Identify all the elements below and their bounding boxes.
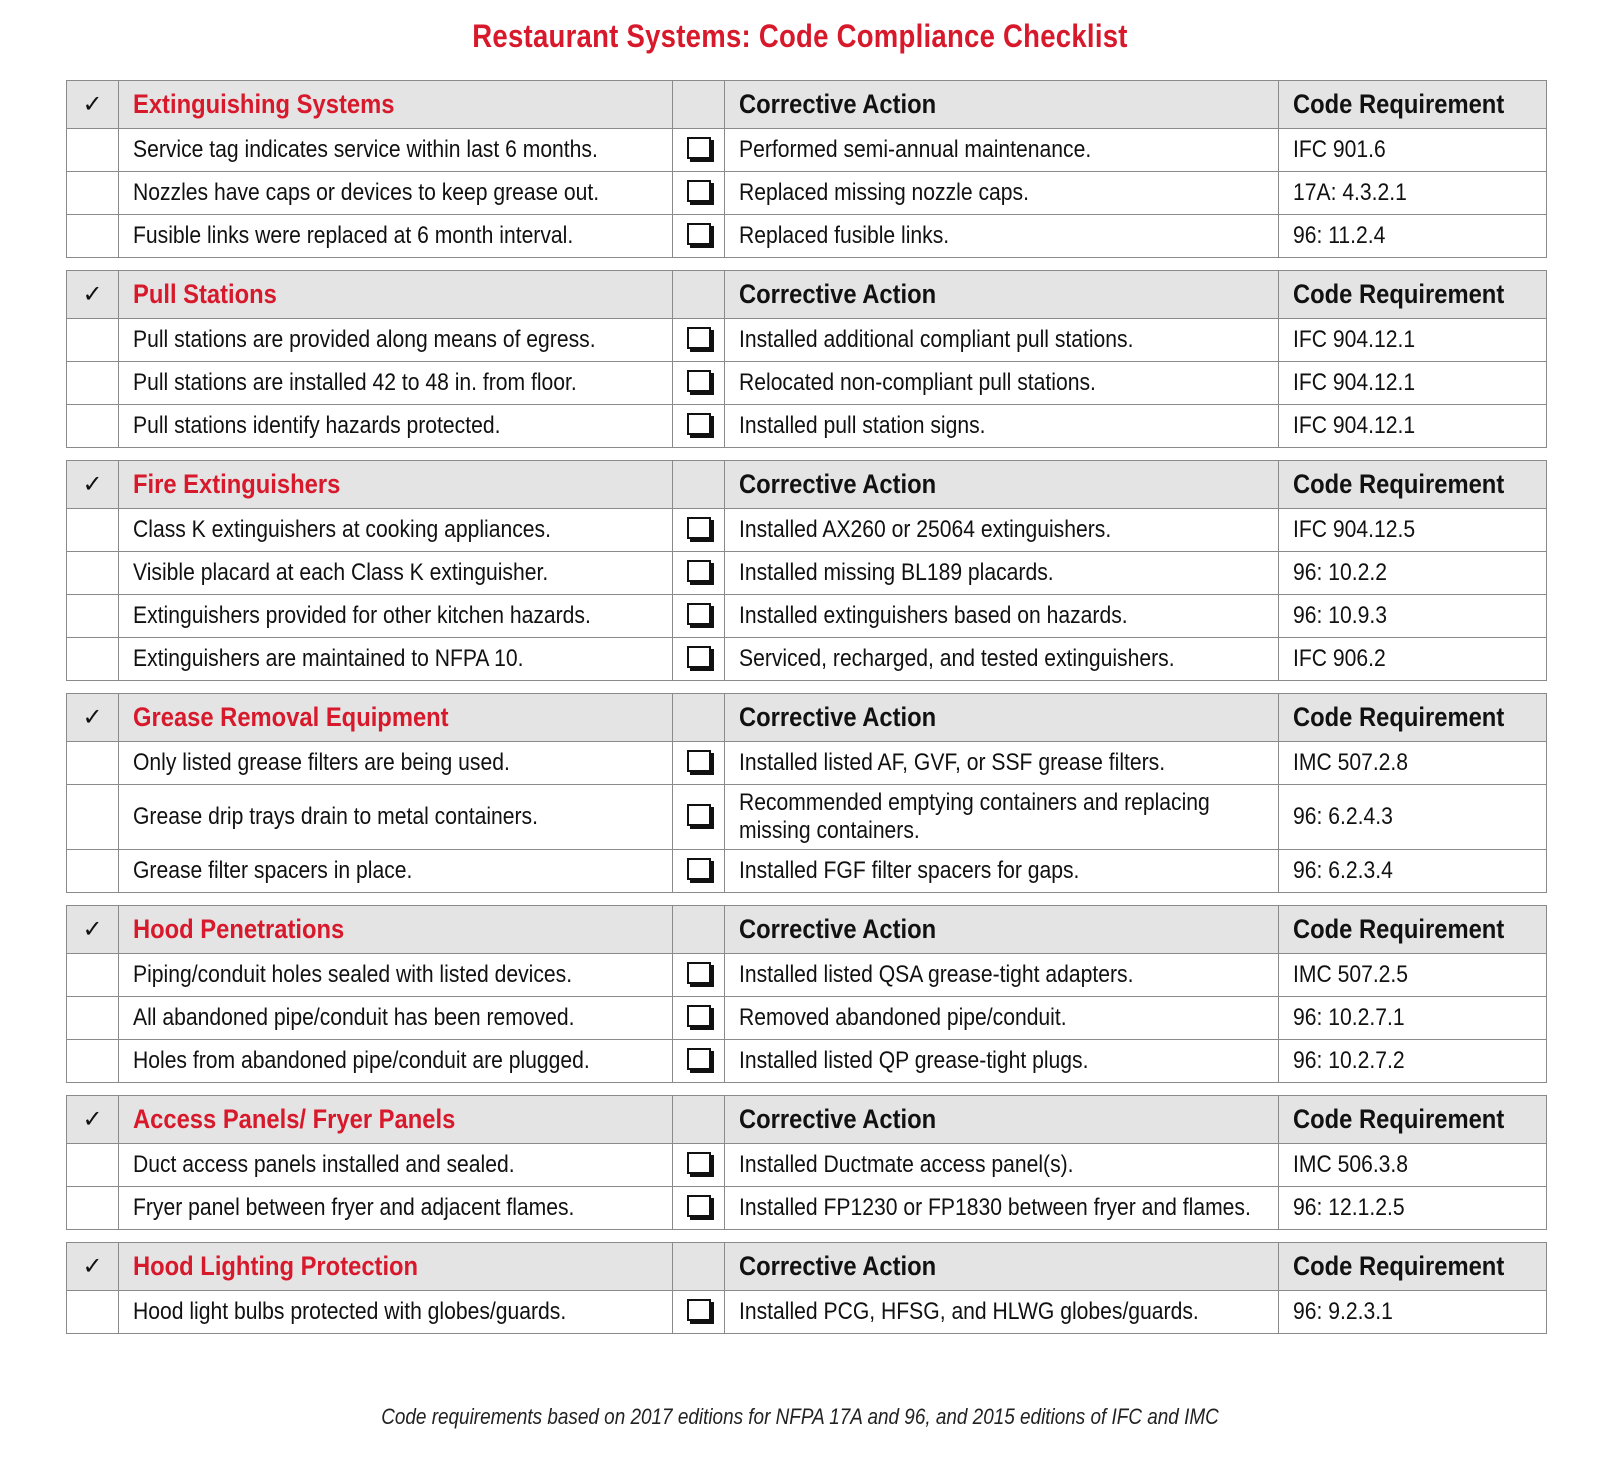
- corrective-action-text: Installed pull station signs.: [739, 412, 986, 439]
- corrective-action-text: Replaced fusible links.: [739, 222, 950, 249]
- corrective-action-cell: [725, 172, 1279, 215]
- code-requirement-text: IFC 904.12.1: [1293, 369, 1416, 396]
- corrective-action-text: Removed abandoned pipe/conduit.: [739, 1004, 1067, 1031]
- checkbox-cell: [673, 509, 725, 552]
- section-header-row: [67, 81, 1547, 129]
- code-requirement-cell: [1279, 172, 1547, 215]
- code-requirement-header: Code Requirement: [1293, 279, 1505, 309]
- condition-cell: [119, 742, 673, 785]
- checkbox-icon[interactable]: [687, 1299, 711, 1321]
- section-hood-penetrations: [66, 905, 1547, 1083]
- section-header-row: [67, 271, 1547, 319]
- checkbox-cell: [673, 405, 725, 448]
- section-header-row: [67, 1096, 1547, 1144]
- code-requirement-cell: [1279, 954, 1547, 997]
- checkbox-cell: [673, 595, 725, 638]
- table-row: [67, 742, 1547, 785]
- section-title-cell: [119, 461, 673, 509]
- checkbox-icon[interactable]: [687, 1005, 711, 1027]
- corrective-action-cell: [725, 319, 1279, 362]
- code-requirement-header-cell: [1279, 271, 1547, 319]
- condition-text: Piping/conduit holes sealed with listed devices.: [133, 961, 573, 988]
- checkbox-cell: [673, 319, 725, 362]
- table-row: [67, 172, 1547, 215]
- condition-text: Grease drip trays drain to metal containers.: [133, 803, 538, 830]
- condition-text: Visible placard at each Class K extinguisher.: [133, 559, 549, 586]
- code-requirement-text: IFC 901.6: [1293, 136, 1386, 163]
- corrective-action-cell: [725, 362, 1279, 405]
- checkbox-icon[interactable]: [687, 413, 711, 435]
- section-extinguishing-systems: [66, 80, 1547, 258]
- table-row: [67, 319, 1547, 362]
- check-cell[interactable]: [67, 954, 119, 997]
- section-title-cell: [119, 1096, 673, 1144]
- table-row: [67, 997, 1547, 1040]
- check-cell[interactable]: [67, 785, 119, 850]
- section-pull-stations: [66, 270, 1547, 448]
- corrective-action-cell: [725, 1144, 1279, 1187]
- checkbox-column-header: [673, 461, 725, 509]
- table-row: [67, 1291, 1547, 1334]
- corrective-action-text: Installed PCG, HFSG, and HLWG globes/guards.: [739, 1298, 1199, 1325]
- condition-cell: [119, 954, 673, 997]
- check-cell[interactable]: [67, 1144, 119, 1187]
- code-requirement-header: Code Requirement: [1293, 914, 1505, 944]
- section-title-cell: [119, 1243, 673, 1291]
- condition-cell: [119, 997, 673, 1040]
- code-requirement-cell: [1279, 552, 1547, 595]
- section-access-panels-fryer-panels: [66, 1095, 1547, 1230]
- corrective-action-text: Installed AX260 or 25064 extinguishers.: [739, 516, 1112, 543]
- table-row: [67, 405, 1547, 448]
- corrective-action-header: Corrective Action: [739, 1104, 937, 1134]
- checkbox-cell: [673, 552, 725, 595]
- checkbox-icon[interactable]: [687, 858, 711, 880]
- check-cell[interactable]: [67, 997, 119, 1040]
- check-cell[interactable]: [67, 215, 119, 258]
- corrective-action-header-cell: [725, 271, 1279, 319]
- condition-cell: [119, 509, 673, 552]
- corrective-action-header: Corrective Action: [739, 279, 937, 309]
- condition-text: Pull stations are installed 42 to 48 in. from floor.: [133, 369, 577, 396]
- condition-cell: [119, 1291, 673, 1334]
- code-requirement-cell: [1279, 319, 1547, 362]
- checkbox-icon[interactable]: [687, 560, 711, 582]
- checkbox-cell: [673, 172, 725, 215]
- code-requirement-text: 96: 10.9.3: [1293, 602, 1387, 629]
- condition-cell: [119, 215, 673, 258]
- code-requirement-text: IMC 506.3.8: [1293, 1151, 1409, 1178]
- code-requirement-text: IFC 904.12.1: [1293, 412, 1416, 439]
- condition-text: Extinguishers provided for other kitchen hazards.: [133, 602, 591, 629]
- code-requirement-cell: [1279, 129, 1547, 172]
- code-requirement-cell: [1279, 215, 1547, 258]
- checkbox-icon[interactable]: [687, 517, 711, 539]
- checkbox-icon[interactable]: [687, 1048, 711, 1070]
- corrective-action-cell: [725, 850, 1279, 893]
- table-row: [67, 215, 1547, 258]
- corrective-action-header: Corrective Action: [739, 89, 937, 119]
- section-title: Fire Extinguishers: [133, 469, 341, 499]
- checkbox-cell: [673, 785, 725, 850]
- condition-cell: [119, 595, 673, 638]
- checkbox-icon[interactable]: [687, 1152, 711, 1174]
- checkbox-cell: [673, 362, 725, 405]
- code-requirement-header-cell: [1279, 1243, 1547, 1291]
- check-cell[interactable]: [67, 1291, 119, 1334]
- check-cell[interactable]: [67, 405, 119, 448]
- corrective-action-header: Corrective Action: [739, 914, 937, 944]
- checkbox-cell: [673, 215, 725, 258]
- section-title: Pull Stations: [133, 279, 277, 309]
- condition-text: Holes from abandoned pipe/conduit are plugged.: [133, 1047, 590, 1074]
- corrective-action-text: Installed FP1230 or FP1830 between fryer and flames.: [739, 1194, 1251, 1221]
- code-requirement-header: Code Requirement: [1293, 1251, 1505, 1281]
- code-requirement-header: Code Requirement: [1293, 1104, 1505, 1134]
- corrective-action-cell: [725, 129, 1279, 172]
- table-row: [67, 552, 1547, 595]
- corrective-action-header-cell: [725, 461, 1279, 509]
- section-title-cell: [119, 81, 673, 129]
- code-requirement-text: IFC 904.12.1: [1293, 326, 1416, 353]
- code-requirement-cell: [1279, 405, 1547, 448]
- condition-text: Pull stations identify hazards protected.: [133, 412, 501, 439]
- condition-cell: [119, 172, 673, 215]
- checkbox-cell: [673, 850, 725, 893]
- condition-cell: [119, 1187, 673, 1230]
- section-header-row: [67, 694, 1547, 742]
- code-requirement-text: 96: 10.2.7.1: [1293, 1004, 1405, 1031]
- condition-text: Grease filter spacers in place.: [133, 857, 413, 884]
- footnote: Code requirements based on 2017 editions for NFPA 17A and 96, and 2015 editions of IFC and IMC: [381, 1404, 1219, 1429]
- check-cell[interactable]: [67, 638, 119, 681]
- section-header-row: [67, 906, 1547, 954]
- code-requirement-text: 96: 10.2.7.2: [1293, 1047, 1405, 1074]
- table-row: [67, 509, 1547, 552]
- code-requirement-text: 96: 9.2.3.1: [1293, 1298, 1393, 1325]
- code-requirement-cell: [1279, 1291, 1547, 1334]
- code-requirement-cell: [1279, 509, 1547, 552]
- code-requirement-header-cell: [1279, 461, 1547, 509]
- checkbox-column-header: [673, 694, 725, 742]
- code-requirement-header: Code Requirement: [1293, 89, 1505, 119]
- corrective-action-text: Installed Ductmate access panel(s).: [739, 1151, 1074, 1178]
- checkbox-icon[interactable]: [687, 370, 711, 392]
- corrective-action-cell: [725, 638, 1279, 681]
- checkbox-icon[interactable]: [687, 646, 711, 668]
- check-cell[interactable]: [67, 129, 119, 172]
- condition-text: Pull stations are provided along means of egress.: [133, 326, 596, 353]
- check-mark-icon: ✓: [67, 1096, 119, 1144]
- checkbox-cell: [673, 129, 725, 172]
- corrective-action-text: Replaced missing nozzle caps.: [739, 179, 1029, 206]
- code-requirement-text: IFC 906.2: [1293, 645, 1386, 672]
- condition-cell: [119, 362, 673, 405]
- section-title: Access Panels/ Fryer Panels: [133, 1104, 456, 1134]
- table-row: [67, 850, 1547, 893]
- code-requirement-header: Code Requirement: [1293, 469, 1505, 499]
- corrective-action-text: Serviced, recharged, and tested extinguishers.: [739, 645, 1175, 672]
- table-row: [67, 1040, 1547, 1083]
- checkbox-icon[interactable]: [687, 603, 711, 625]
- check-cell[interactable]: [67, 1187, 119, 1230]
- checkbox-cell: [673, 638, 725, 681]
- checkbox-cell: [673, 1291, 725, 1334]
- code-requirement-text: IFC 904.12.5: [1293, 516, 1416, 543]
- section-title: Grease Removal Equipment: [133, 702, 449, 732]
- code-requirement-text: 96: 11.2.4: [1293, 222, 1386, 249]
- condition-text: Hood light bulbs protected with globes/guards.: [133, 1298, 567, 1325]
- corrective-action-text: Performed semi-annual maintenance.: [739, 136, 1092, 163]
- code-requirement-header-cell: [1279, 81, 1547, 129]
- check-cell[interactable]: [67, 595, 119, 638]
- check-cell[interactable]: [67, 552, 119, 595]
- code-requirement-text: 96: 12.1.2.5: [1293, 1194, 1405, 1221]
- code-requirement-text: 96: 6.2.4.3: [1293, 803, 1393, 830]
- section-fire-extinguishers: [66, 460, 1547, 681]
- check-cell[interactable]: [67, 1040, 119, 1083]
- checkbox-icon[interactable]: [687, 223, 711, 245]
- table-row: [67, 595, 1547, 638]
- check-mark-icon: ✓: [67, 271, 119, 319]
- corrective-action-cell: [725, 595, 1279, 638]
- condition-cell: [119, 1144, 673, 1187]
- code-requirement-header: Code Requirement: [1293, 702, 1505, 732]
- code-requirement-text: 17A: 4.3.2.1: [1293, 179, 1407, 206]
- checkbox-icon[interactable]: [687, 180, 711, 202]
- corrective-action-text: Installed FGF filter spacers for gaps.: [739, 857, 1080, 884]
- check-mark-icon: ✓: [67, 461, 119, 509]
- condition-text: Service tag indicates service within last 6 months.: [133, 136, 598, 163]
- corrective-action-cell: [725, 1291, 1279, 1334]
- corrective-action-header-cell: [725, 1243, 1279, 1291]
- code-requirement-cell: [1279, 362, 1547, 405]
- condition-cell: [119, 319, 673, 362]
- condition-text: Duct access panels installed and sealed.: [133, 1151, 515, 1178]
- code-requirement-header-cell: [1279, 694, 1547, 742]
- code-requirement-header-cell: [1279, 1096, 1547, 1144]
- condition-text: Extinguishers are maintained to NFPA 10.: [133, 645, 524, 672]
- section-title: Hood Lighting Protection: [133, 1251, 419, 1281]
- code-requirement-text: 96: 10.2.2: [1293, 559, 1387, 586]
- section-title: Hood Penetrations: [133, 914, 345, 944]
- corrective-action-header-cell: [725, 906, 1279, 954]
- corrective-action-cell: [725, 215, 1279, 258]
- corrective-action-text: Installed listed QSA grease-tight adapters.: [739, 961, 1134, 988]
- section-title-cell: [119, 906, 673, 954]
- corrective-action-header-cell: [725, 81, 1279, 129]
- section-header-row: [67, 1243, 1547, 1291]
- checkbox-icon[interactable]: [687, 1195, 711, 1217]
- corrective-action-cell: [725, 1187, 1279, 1230]
- code-requirement-header-cell: [1279, 906, 1547, 954]
- corrective-action-header-cell: [725, 1096, 1279, 1144]
- section-header-row: [67, 461, 1547, 509]
- corrective-action-text: Installed extinguishers based on hazards.: [739, 602, 1128, 629]
- condition-cell: [119, 552, 673, 595]
- condition-cell: [119, 638, 673, 681]
- checkbox-cell: [673, 1144, 725, 1187]
- check-cell[interactable]: [67, 172, 119, 215]
- checkbox-column-header: [673, 81, 725, 129]
- table-row: [67, 1144, 1547, 1187]
- check-mark-icon: ✓: [67, 906, 119, 954]
- corrective-action-text: Relocated non-compliant pull stations.: [739, 369, 1096, 396]
- code-requirement-cell: [1279, 785, 1547, 850]
- table-row: [67, 785, 1547, 850]
- condition-text: Class K extinguishers at cooking appliances.: [133, 516, 551, 543]
- checkbox-cell: [673, 1040, 725, 1083]
- code-requirement-cell: [1279, 850, 1547, 893]
- condition-text: Fryer panel between fryer and adjacent flames.: [133, 1194, 575, 1221]
- checkbox-column-header: [673, 271, 725, 319]
- corrective-action-cell: [725, 785, 1279, 850]
- checkbox-icon[interactable]: [687, 962, 711, 984]
- corrective-action-cell: [725, 405, 1279, 448]
- code-requirement-cell: [1279, 997, 1547, 1040]
- corrective-action-cell: [725, 509, 1279, 552]
- checkbox-column-header: [673, 906, 725, 954]
- code-requirement-cell: [1279, 742, 1547, 785]
- corrective-action-text: Installed missing BL189 placards.: [739, 559, 1054, 586]
- section-title: Extinguishing Systems: [133, 89, 395, 119]
- checklist-sections: [66, 80, 1546, 1346]
- corrective-action-text: Installed listed QP grease-tight plugs.: [739, 1047, 1089, 1074]
- section-grease-removal-equipment: [66, 693, 1547, 893]
- table-row: [67, 362, 1547, 405]
- check-mark-icon: ✓: [67, 694, 119, 742]
- page-title: Restaurant Systems: Code Compliance Checklist: [472, 18, 1128, 54]
- code-requirement-text: 96: 6.2.3.4: [1293, 857, 1393, 884]
- condition-text: Nozzles have caps or devices to keep grease out.: [133, 179, 600, 206]
- section-title-cell: [119, 694, 673, 742]
- checkbox-column-header: [673, 1243, 725, 1291]
- check-cell[interactable]: [67, 742, 119, 785]
- code-requirement-text: IMC 507.2.5: [1293, 961, 1409, 988]
- corrective-action-cell: [725, 1040, 1279, 1083]
- corrective-action-cell: [725, 552, 1279, 595]
- corrective-action-text: Installed additional compliant pull stations.: [739, 326, 1134, 353]
- condition-cell: [119, 785, 673, 850]
- section-hood-lighting-protection: [66, 1242, 1547, 1334]
- check-cell[interactable]: [67, 509, 119, 552]
- checkbox-icon[interactable]: [687, 804, 711, 826]
- corrective-action-cell: [725, 742, 1279, 785]
- check-cell[interactable]: [67, 850, 119, 893]
- corrective-action-cell: [725, 997, 1279, 1040]
- check-mark-icon: ✓: [67, 1243, 119, 1291]
- checkbox-icon[interactable]: [687, 750, 711, 772]
- code-requirement-cell: [1279, 1187, 1547, 1230]
- checkbox-column-header: [673, 1096, 725, 1144]
- code-requirement-cell: [1279, 595, 1547, 638]
- checkbox-cell: [673, 997, 725, 1040]
- code-requirement-cell: [1279, 1040, 1547, 1083]
- code-requirement-cell: [1279, 1144, 1547, 1187]
- checkbox-icon[interactable]: [687, 137, 711, 159]
- corrective-action-text: Installed listed AF, GVF, or SSF grease filters.: [739, 749, 1166, 776]
- section-title-cell: [119, 271, 673, 319]
- condition-cell: [119, 850, 673, 893]
- corrective-action-cell: [725, 954, 1279, 997]
- corrective-action-text: Recommended emptying containers and replacing missing containers.: [739, 789, 1210, 844]
- code-requirement-text: IMC 507.2.8: [1293, 749, 1409, 776]
- checkbox-icon[interactable]: [687, 327, 711, 349]
- check-mark-icon: ✓: [67, 81, 119, 129]
- check-cell[interactable]: [67, 362, 119, 405]
- table-row: [67, 129, 1547, 172]
- condition-text: All abandoned pipe/conduit has been removed.: [133, 1004, 575, 1031]
- corrective-action-header: Corrective Action: [739, 702, 937, 732]
- table-row: [67, 638, 1547, 681]
- condition-text: Only listed grease filters are being used.: [133, 749, 510, 776]
- condition-cell: [119, 129, 673, 172]
- corrective-action-header-cell: [725, 694, 1279, 742]
- checkbox-cell: [673, 954, 725, 997]
- table-row: [67, 954, 1547, 997]
- condition-cell: [119, 405, 673, 448]
- condition-text: Fusible links were replaced at 6 month interval.: [133, 222, 574, 249]
- table-row: [67, 1187, 1547, 1230]
- check-cell[interactable]: [67, 319, 119, 362]
- checkbox-cell: [673, 742, 725, 785]
- checkbox-cell: [673, 1187, 725, 1230]
- condition-cell: [119, 1040, 673, 1083]
- corrective-action-header: Corrective Action: [739, 1251, 937, 1281]
- code-requirement-cell: [1279, 638, 1547, 681]
- corrective-action-header: Corrective Action: [739, 469, 937, 499]
